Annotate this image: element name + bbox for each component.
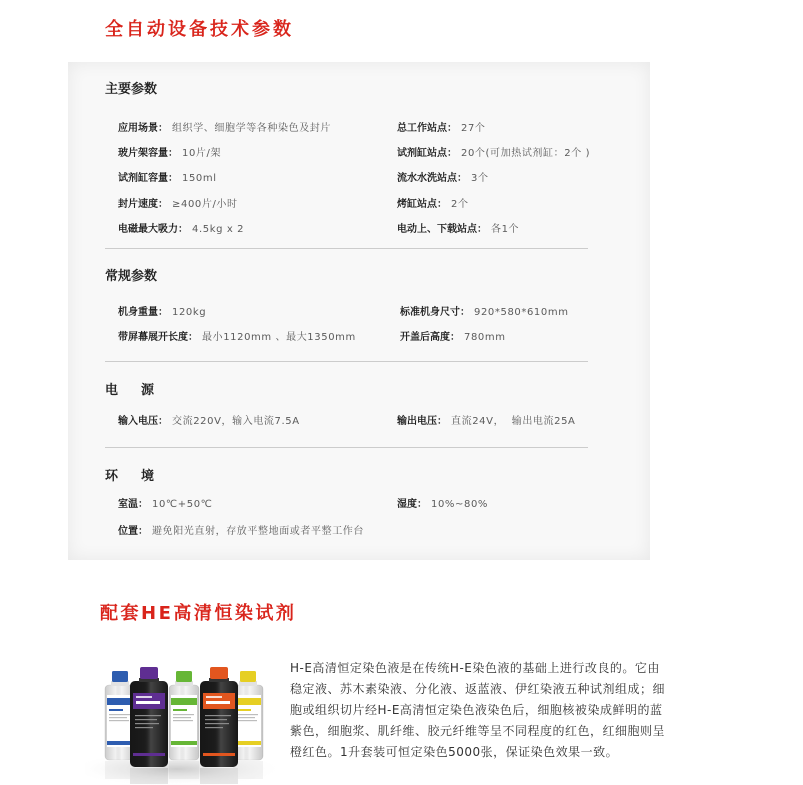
description-line: 紫色，细胞浆、肌纤维、胶元纤维等呈不同程度的红色，红细胞则呈: [290, 724, 666, 738]
spec-value: 交流220V，输入电流7.5A: [172, 416, 300, 427]
spec-lid-open-height: [400, 331, 506, 345]
bottle-cap: [210, 667, 228, 679]
spec-output-voltage: [397, 415, 576, 429]
group-heading-power: 电 源: [105, 383, 160, 398]
spec-input-voltage: [118, 415, 300, 429]
reagent-bottle-green: [169, 671, 199, 760]
spec-standard-dimensions: [400, 306, 569, 320]
spec-label: 试剂缸容量：: [118, 173, 178, 184]
spec-value: 10%~80%: [431, 499, 489, 510]
spec-value: 27个: [461, 123, 486, 134]
spec-value: 10片/架: [182, 148, 222, 159]
reagent-bottle-orange: [200, 667, 238, 767]
bottle-cap: [240, 671, 256, 682]
spec-label: 应用场景：: [118, 123, 168, 134]
bottle-cap: [176, 671, 192, 682]
description-line: H-E高清恒定染色液是在传统H-E染色液的基础上进行改良的。它由: [290, 661, 660, 675]
spec-label: 湿度：: [397, 499, 427, 510]
spec-reagent-tank-stations: [397, 147, 590, 161]
spec-total-stations: [397, 122, 486, 136]
spec-label: 开盖后高度：: [400, 332, 460, 343]
description-line: 稳定液、苏木素染液、分化液、返蓝液、伊红染液五种试剂组成；细: [290, 682, 666, 696]
spec-label: 电动上、下载站点：: [397, 224, 487, 235]
spec-value: 920*580*610mm: [474, 307, 569, 318]
spec-reagent-tank-capacity: [118, 172, 217, 186]
bottle-label-band: [171, 698, 197, 705]
spec-value: 120kg: [172, 307, 207, 318]
spec-max-magnetic-force: [118, 223, 244, 237]
spec-oven-tank-stations: [397, 198, 469, 212]
spec-label: 位置：: [118, 526, 148, 537]
tech-params-title: 全自动设备技术参数: [105, 19, 294, 40]
description-line: 橙红色。1升套装可恒定染色5000张，保证染色效果一致。: [290, 745, 619, 759]
spec-value: 10℃+50℃: [152, 499, 213, 510]
spec-label: 总工作站点：: [397, 123, 457, 134]
spec-label: 机身重量：: [118, 307, 168, 318]
spec-label: 输入电压：: [118, 416, 168, 427]
bottle-label-band: [107, 698, 133, 705]
group-heading-general-params: 常规参数: [105, 269, 158, 284]
reagent-description: [290, 658, 665, 763]
spec-label: 烤缸站点：: [397, 199, 447, 210]
spec-label: 标准机身尺寸：: [400, 307, 470, 318]
spec-value: 20个(可加热试剂缸：2个 ): [461, 148, 591, 159]
spec-slide-rack-capacity: [118, 147, 221, 161]
spec-label: 电磁最大吸力：: [118, 224, 188, 235]
bottle-cap: [112, 671, 128, 682]
description-line: 胞或组织切片经H-E高清恒定染色液染色后，细胞核被染成鲜明的蓝: [290, 703, 663, 717]
section-divider: [105, 248, 588, 249]
spec-value: 避免阳光直射，存放平整地面或者平整工作台: [152, 526, 364, 537]
spec-label: 室温：: [118, 499, 148, 510]
spec-value: 直流24V， 输出电流25A: [451, 416, 576, 427]
spec-value: 2个: [451, 199, 469, 210]
spec-location: [118, 525, 364, 539]
spec-value: 各1个: [491, 224, 520, 235]
spec-machine-weight: [118, 306, 206, 320]
spec-label: 封片速度：: [118, 199, 168, 210]
reagent-title: 配套HE高清恒染试剂: [100, 603, 297, 624]
bottle-label-band: [235, 698, 261, 705]
spec-value: 最小1120mm 、最大1350mm: [202, 332, 356, 343]
group-heading-environment: 环 境: [105, 469, 160, 484]
bottle-cap: [140, 667, 158, 679]
spec-water-wash-stations: [397, 172, 489, 186]
spec-label: 带屏幕展开长度：: [118, 332, 198, 343]
reagent-bottle-purple: [130, 667, 168, 767]
section-divider: [105, 361, 588, 362]
spec-value: 780mm: [464, 332, 506, 343]
spec-value: ≥400片/小时: [172, 199, 238, 210]
spec-label: 玻片架容量：: [118, 148, 178, 159]
spec-application-scenario: [118, 122, 331, 136]
spec-value: 组织学、细胞学等各种染色及封片: [172, 123, 331, 134]
spec-room-temperature: [118, 498, 213, 512]
spec-value: 3个: [471, 173, 489, 184]
spec-value: 150ml: [182, 173, 217, 184]
spec-label: 流水水洗站点：: [397, 173, 467, 184]
spec-humidity: [397, 498, 488, 512]
spec-coverslipping-speed: [118, 198, 238, 212]
spec-label: 输出电压：: [397, 416, 447, 427]
reagent-product-image: [85, 655, 285, 785]
spec-load-unload-stations: [397, 223, 519, 237]
section-divider: [105, 447, 588, 448]
group-heading-main-params: 主要参数: [105, 82, 158, 97]
spec-label: 试剂缸站点：: [397, 148, 457, 159]
spec-expanded-length: [118, 331, 356, 345]
spec-value: 4.5kg x 2: [192, 224, 245, 235]
